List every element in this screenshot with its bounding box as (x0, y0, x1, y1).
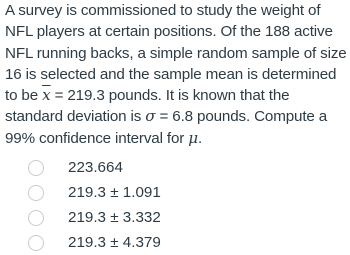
answer-option-3[interactable] (28, 207, 161, 229)
question-part-3: = 6.8 pounds. Compute a 99% confidence interval for (5, 108, 328, 147)
answer-option-1[interactable] (28, 157, 123, 179)
radio-button-icon[interactable] (28, 160, 44, 176)
xbar-symbol: $\overline{x}$ (42, 86, 51, 105)
answer-option-label[interactable]: 219.3 ± 3.332 (68, 209, 161, 226)
radio-button-icon[interactable] (28, 185, 44, 201)
answer-option-2[interactable] (28, 182, 161, 204)
question-part-1: A survey is commissioned to study the weight of NFL players at certain positions. Of the 188 active NFL running backs, a simple random sample of size 16 is selected and the sample mean is determined to be (5, 2, 347, 105)
answer-option-label[interactable]: 219.3 ± 4.379 (68, 234, 161, 251)
answer-option-label[interactable]: 223.664 (68, 159, 123, 176)
question-text (5, 0, 347, 149)
question-part-4: . (197, 129, 203, 147)
sigma-symbol: σ (145, 107, 156, 126)
answer-option-label[interactable]: 219.3 ± 1.091 (68, 184, 161, 201)
question-part-2: = 219.3 pounds. It is known that the standard deviation is (5, 87, 290, 126)
answer-option-4[interactable] (28, 232, 161, 254)
mu-symbol: μ (188, 128, 198, 147)
radio-button-icon[interactable] (28, 235, 44, 251)
radio-button-icon[interactable] (28, 210, 44, 226)
